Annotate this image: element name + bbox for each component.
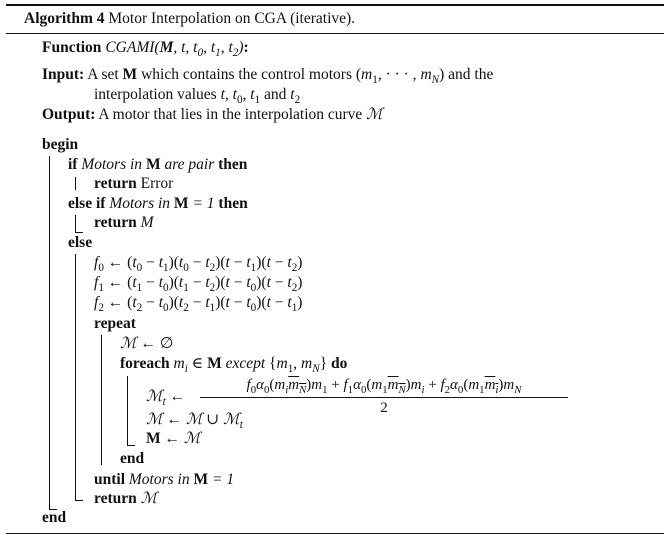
foreach-keyword: foreach [120,355,170,372]
top-rule [6,4,664,6]
mt-numerator: $f_0\alpha_0(m_im_N)m_1 + f_1\alpha_0(m_1m_N)m_i + f_2\alpha_0(m_1m_i)m_N$ [246,377,522,396]
input-line-1: Input: A set M which contains the control motors ($m_1$, · · · , $m_N$) and the [42,66,494,86]
else-scope-foot [75,500,83,501]
end-foreach-line [120,450,144,468]
elseif-scope-bar [75,215,76,233]
return-m-line: return M [94,214,154,231]
if-keyword: if [68,156,78,173]
repeat-keyword: repeat [94,315,136,332]
f1-line: $f_1$ ← $(t_1 - t_0)(t_1 - t_2)(t - t_0)(t - t_2)$ [94,274,303,294]
output-keyword: Output: [42,106,96,123]
function-keyword: Function [42,39,102,56]
return-curve-line: return ℳ [94,490,158,507]
do-keyword: do [331,355,348,372]
until-line: until Motors in M = 1 [94,471,235,488]
mt-fraction-bar [200,397,568,398]
else-keyword: else [68,234,93,251]
mt-denominator: 2 [380,400,388,416]
function-line: Function CGAMI(M, t, $t_0$, $t_1$, $t_2$): [42,39,249,59]
repeat-line [94,315,136,333]
algorithm-number: Algorithm 4 [24,10,105,27]
begin-scope-bar [49,156,50,510]
until-keyword: until [94,471,126,488]
foreach-line: foreach $m_i$ ∈ M except {$m_1$, $m_N$} do [120,355,348,375]
bottom-rule [6,533,664,534]
elseif-keyword: else if [68,195,106,212]
assign-empty-line: ℳ ← ∅ [120,335,174,352]
return-m-value: M [140,214,154,231]
begin-keyword: begin [42,136,79,153]
return-error-value: Error [140,175,174,192]
f0-line: $f_0$ ← $(t_0 - t_1)(t_0 - t_2)(t - t_1)(t - t_2)$ [94,254,303,274]
return-keyword: return [94,175,137,192]
elseif-line: else if Motors in M = 1 then [68,195,248,212]
repeat-scope-bar [101,335,102,465]
return-curve-value: ℳ [140,490,158,507]
m-assign-line: M ← ℳ [146,430,201,447]
else-scope-bar [75,254,76,501]
output-line: Output: A motor that lies in the interpolation curve ℳ [42,106,383,123]
begin-line [42,136,78,154]
function-signature: CGAMI(M, t, $t_0$, $t_1$, $t_2$) [105,39,244,59]
if-line: if Motors in M are pair then [68,156,248,173]
elseif-scope-foot [75,232,83,233]
input-keyword: Input: [42,66,85,83]
foreach-scope-foot [127,445,135,446]
union-line: ℳ ← ℳ ∪ ℳ$_t$ [146,411,243,431]
f2-line: $f_2$ ← $(t_2 - t_0)(t_2 - t_1)(t - t_0)(t - t_1)$ [94,294,303,314]
return-error-line [94,175,173,193]
then-keyword: then [218,156,248,173]
caption-rule [6,33,664,34]
if-scope-bar [75,177,76,190]
mt-lhs: ℳ$_t$ ← [146,388,186,408]
foreach-scope-bar [127,376,128,446]
input-line-2: interpolation values t, $t_0$, $t_1$ and $t_2$ [94,86,301,106]
end-begin-line: end [42,509,67,526]
else-line [68,234,92,252]
algorithm-caption [24,10,355,28]
algorithm-title: Motor Interpolation on CGA (iterative). [108,10,356,27]
end-keyword: end [120,450,145,467]
